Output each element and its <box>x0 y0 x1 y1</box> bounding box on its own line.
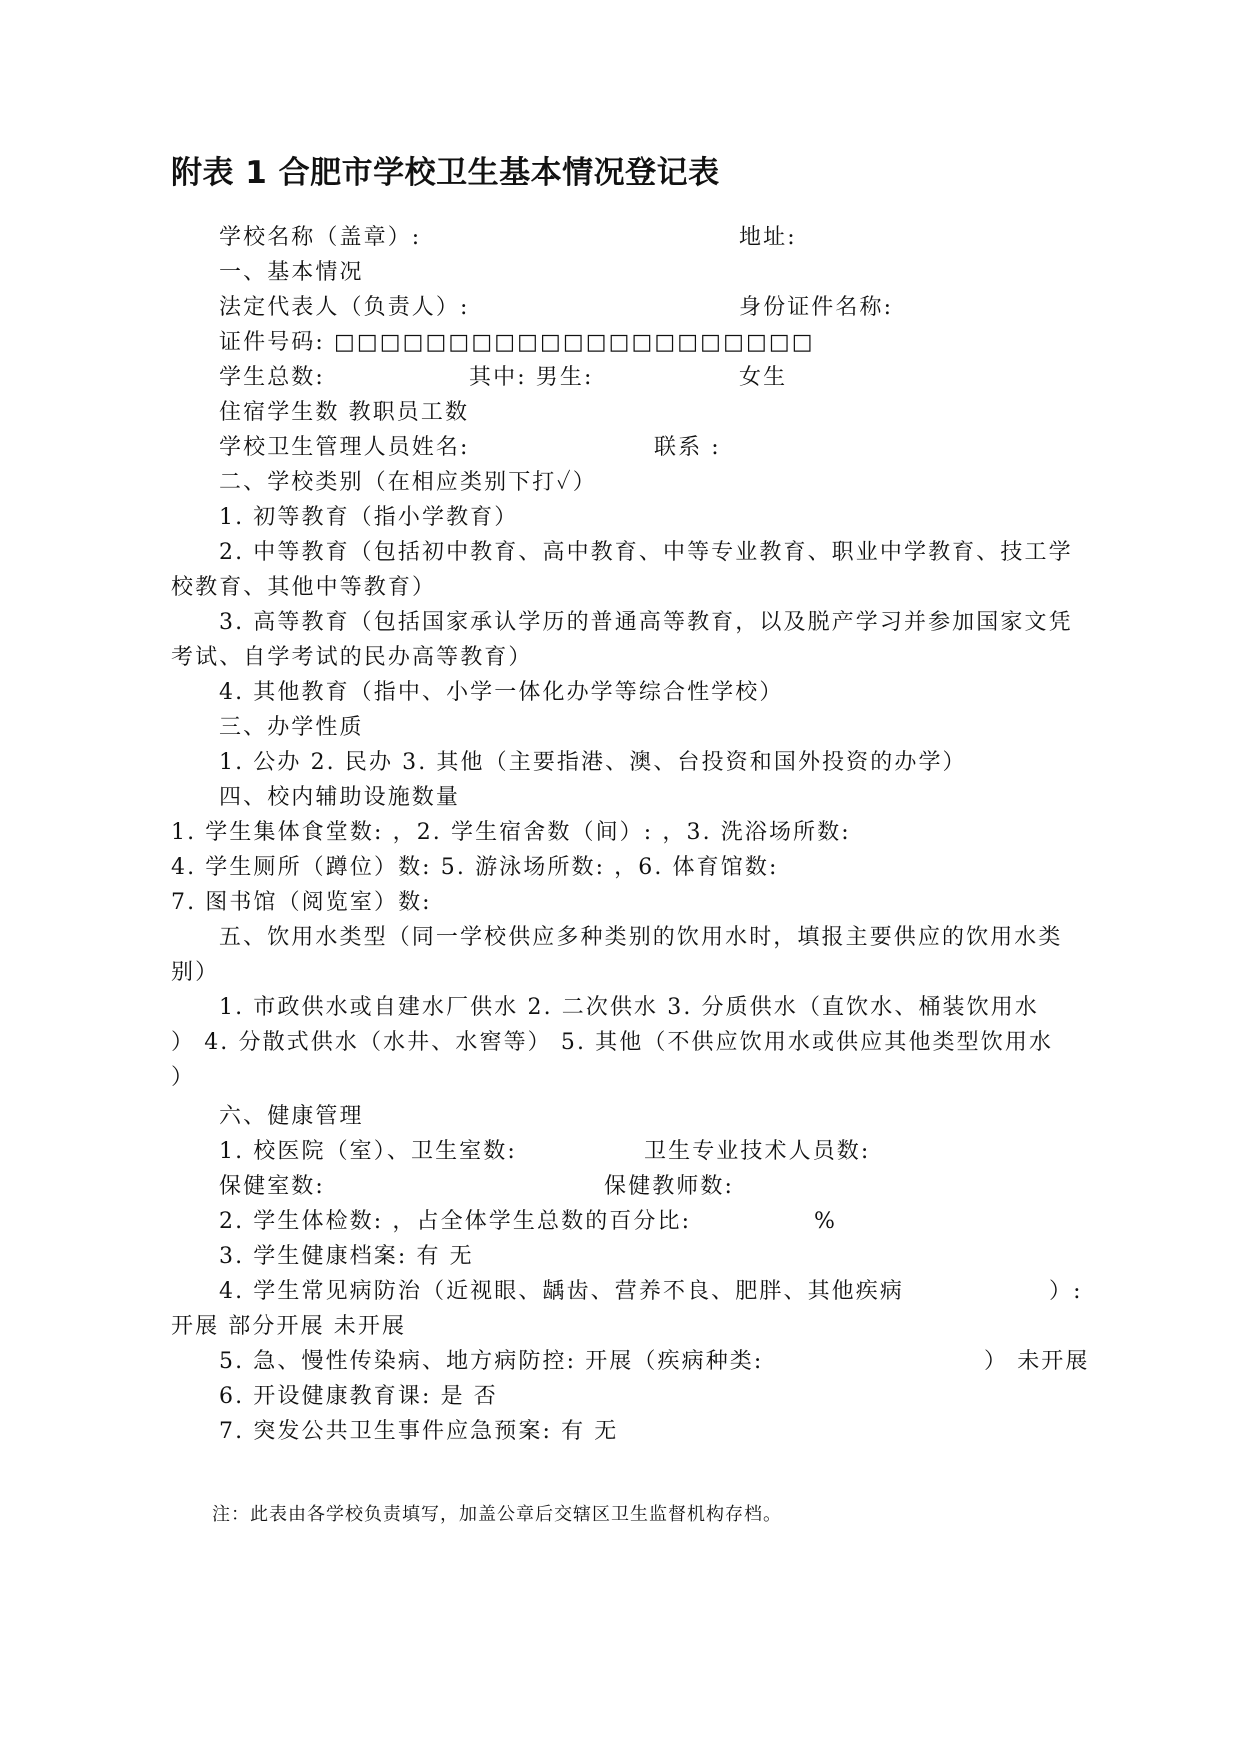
section-category-heading: 二、学校类别（在相应类别下打✓） <box>219 470 597 495</box>
category-item-3: 3. 高等教育（包括国家承认学历的普通高等教育，以及脱产学习并参加国家文凭 <box>219 610 1073 635</box>
facilities-line-2: 4. 学生厕所（蹲位）数: 5. 游泳场所数: ，6. 体育馆数: <box>171 855 779 880</box>
health-item-4-options: 开展 部分开展 未开展 <box>171 1314 407 1339</box>
water-line-2: ） 4. 分散式供水（水井、水窖等） 5. 其他（不供应饮用水或供应其他类型饮用水 <box>171 1030 1054 1055</box>
section-water-heading: 五、饮用水类型（同一学校供应多种类别的饮用水时，填报主要供应的饮用水类 <box>219 925 1063 950</box>
facilities-line-3: 7. 图书馆（阅览室）数: <box>171 890 432 915</box>
category-item-1: 1. 初等教育（指小学教育） <box>219 505 519 530</box>
health-item-6: 6. 开设健康教育课: 是 否 <box>219 1384 498 1409</box>
section-nature-heading: 三、办学性质 <box>219 715 364 740</box>
id-number-label: 证件号码: □□□□□□□□□□□□□□□□□□□□□ <box>219 330 815 355</box>
total-students-label: 学生总数: <box>219 365 325 390</box>
health-item-3: 3. 学生健康档案: 有 无 <box>219 1244 474 1269</box>
health-manager-label: 学校卫生管理人员姓名: <box>219 435 470 460</box>
category-item-4: 4. 其他教育（指中、小学一体化办学等综合性学校） <box>219 680 784 705</box>
health-item-7: 7. 突发公共卫生事件应急预案: 有 无 <box>219 1419 619 1444</box>
category-item-2-cont: 校教育、其他中等教育） <box>171 575 437 600</box>
health-item-1-staff: 卫生专业技术人员数: <box>644 1139 871 1164</box>
health-item-2-percent: % <box>814 1209 838 1234</box>
water-line-3: ） <box>171 1065 196 1090</box>
contact-label: 联系 : <box>654 435 721 460</box>
address-label: 地址: <box>739 225 797 250</box>
boarding-staff-label: 住宿学生数 教职员工数 <box>219 400 470 425</box>
section-water-heading-cont: 别） <box>171 960 220 985</box>
legal-rep-label: 法定代表人（负责人）: <box>219 295 470 320</box>
female-students-label: 女生 <box>739 365 788 390</box>
health-item-2: 2. 学生体检数: ，占全体学生总数的百分比: <box>219 1209 692 1234</box>
water-line-1: 1. 市政供水或自建水厂供水 2. 二次供水 3. 分质供水（直饮水、桶装饮用水 <box>219 995 1039 1020</box>
health-item-1-clinics: 1. 校医院（室）、卫生室数: <box>219 1139 517 1164</box>
document-title: 附表 1 合肥市学校卫生基本情况登记表 <box>171 155 720 191</box>
school-name-label: 学校名称（盖章）: <box>219 225 422 250</box>
health-item-4-end: ）: <box>1049 1279 1083 1304</box>
health-item-1-rooms: 保健室数: <box>219 1174 325 1199</box>
category-item-2: 2. 中等教育（包括初中教育、高中教育、中等专业教育、职业中学教育、技工学 <box>219 540 1073 565</box>
health-item-4: 4. 学生常见病防治（近视眼、龋齿、营养不良、肥胖、其他疾病 <box>219 1279 904 1304</box>
section-basic-heading: 一、基本情况 <box>219 260 364 285</box>
health-item-5: 5. 急、慢性传染病、地方病防控: 开展（疾病种类: <box>219 1349 764 1374</box>
id-name-label: 身份证件名称: <box>739 295 894 320</box>
facilities-line-1: 1. 学生集体食堂数: ，2. 学生宿舍数（间）: ，3. 洗浴场所数: <box>171 820 851 845</box>
nature-items: 1. 公办 2. 民办 3. 其他（主要指港、澳、台投资和国外投资的办学） <box>219 750 967 775</box>
section-health-heading: 六、健康管理 <box>219 1104 364 1129</box>
category-item-3-cont: 考试、自学考试的民办高等教育） <box>171 645 533 670</box>
footnote: 注：此表由各学校负责填写，加盖公章后交辖区卫生监督机构存档。 <box>212 1504 782 1525</box>
male-students-label: 其中: 男生: <box>469 365 594 390</box>
section-facilities-heading: 四、校内辅助设施数量 <box>219 785 461 810</box>
health-item-1-teachers: 保健教师数: <box>604 1174 735 1199</box>
health-item-5-end: ） 未开展 <box>984 1349 1090 1374</box>
